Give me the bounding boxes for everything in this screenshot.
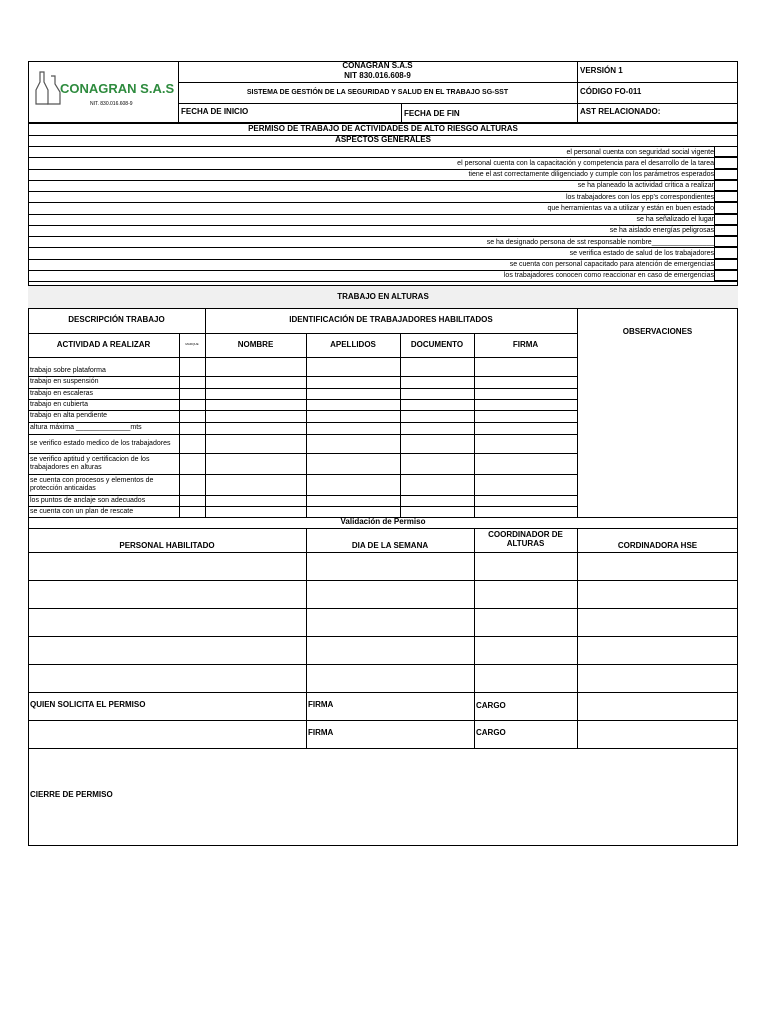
- activity-item: altura máxima ______________mts: [30, 424, 142, 432]
- marque-header: MARQUE: [185, 342, 199, 347]
- work-heights-title: TRABAJO EN ALTURAS: [337, 291, 429, 301]
- aspect-item: se ha planeado la actividad crítica a realizar: [577, 182, 714, 190]
- aspect-check-box[interactable]: [714, 236, 738, 247]
- activity-item: se cuenta con un plan de rescate: [30, 507, 134, 515]
- activity-item: se verifico estado medico de los trabajadores: [30, 439, 171, 447]
- activity-item: trabajo en suspensión: [30, 378, 99, 386]
- activity-item: se verifico aptitud y certificacion de los trabajadores en alturas: [30, 456, 150, 471]
- aspect-check-box[interactable]: [714, 180, 738, 191]
- activity-item: trabajo en escaleras: [30, 389, 94, 397]
- validation-title: Validación de Permiso: [340, 517, 426, 527]
- personal-habilitado-header: PERSONAL HABILITADO: [119, 540, 215, 550]
- coordinador-header: COORDINADOR DE ALTURAS: [488, 530, 563, 548]
- activity-mark-cell[interactable]: [180, 376, 205, 388]
- version-label: VERSIÓN 1: [580, 66, 623, 76]
- activity-item: trabajo en cubierta: [30, 400, 88, 408]
- aspect-item: los trabajadores con los epp's correspondientes: [565, 193, 714, 201]
- activity-item: los puntos de anclaje son adecuados: [30, 496, 146, 504]
- aspect-check-box[interactable]: [714, 191, 738, 202]
- aspect-item: se ha designado persona de sst responsable nombre________________: [486, 238, 714, 246]
- system-title: SISTEMA DE GESTIÓN DE LA SEGURIDAD Y SALUD EN EL TRABAJO SG-SST: [246, 88, 509, 96]
- dia-semana-header: DIA DE LA SEMANA: [351, 540, 429, 550]
- activity-mark-cell[interactable]: [180, 506, 205, 517]
- actividad-header: ACTIVIDAD A REALIZAR: [56, 339, 151, 349]
- aspect-item: los trabajadores conocen como reaccionar en caso de emergencias: [503, 272, 714, 280]
- company-nit: NIT 830.016.608-9: [344, 71, 411, 81]
- cargo-label-1[interactable]: CARGO: [476, 700, 506, 710]
- fecha-inicio-field[interactable]: FECHA DE INICIO: [181, 106, 249, 116]
- firma-label-1[interactable]: FIRMA: [308, 699, 334, 709]
- activity-mark-cell[interactable]: [180, 422, 205, 434]
- aspect-check-box[interactable]: [714, 146, 738, 157]
- aspect-check-box[interactable]: [714, 270, 738, 281]
- hse-header: CORDINADORA HSE: [617, 540, 698, 550]
- activity-mark-cell[interactable]: [180, 434, 205, 453]
- aspect-check-box[interactable]: [714, 214, 738, 225]
- activity-mark-cell[interactable]: [180, 366, 205, 376]
- nombre-header: NOMBRE: [237, 339, 274, 349]
- company-logo: [32, 70, 175, 114]
- aspect-item: el personal cuenta con la capacitación y competencia para el desarrollo de la tarea: [457, 159, 714, 167]
- aspect-check-box[interactable]: [714, 247, 738, 258]
- ast-field[interactable]: AST RELACIONADO:: [580, 106, 661, 116]
- aspects-title: ASPECTOS GENERALES: [335, 135, 431, 145]
- activity-item: trabajo sobre plataforma: [30, 367, 106, 375]
- observaciones-header: OBSERVACIONES: [622, 327, 693, 337]
- aspect-item: se ha aislado energías peligrosas: [609, 227, 714, 235]
- activity-mark-cell[interactable]: [180, 474, 205, 495]
- aspect-check-box[interactable]: [714, 157, 738, 168]
- descripcion-header: DESCRIPCIÓN TRABAJO: [68, 315, 165, 325]
- logo-nit: NIT. 830.016.608-9: [90, 101, 133, 107]
- activity-mark-cell[interactable]: [180, 388, 205, 399]
- activity-mark-cell[interactable]: [180, 410, 205, 422]
- documento-header: DOCUMENTO: [410, 339, 464, 349]
- firma-label-2[interactable]: FIRMA: [308, 727, 334, 737]
- permit-title: PERMISO DE TRABAJO DE ACTIVIDADES DE ALTO RIESGO ALTURAS: [248, 124, 518, 134]
- aspect-check-box[interactable]: [714, 169, 738, 180]
- logo-text: CONAGRAN S.A.S: [60, 81, 175, 96]
- aspect-check-box[interactable]: [714, 225, 738, 236]
- aspect-item: tiene el ast correctamente diligenciado y cumple con los parámetros esperados: [468, 171, 714, 178]
- company-name: CONAGRAN S.A.S: [342, 61, 413, 71]
- firma-header: FIRMA: [512, 339, 539, 349]
- identificacion-header: IDENTIFICACIÓN DE TRABAJADORES HABILITADOS: [289, 315, 493, 325]
- aspect-check-box[interactable]: [714, 202, 738, 213]
- aspect-item: se ha señalizado el lugar: [636, 216, 714, 223]
- activity-mark-cell[interactable]: [180, 453, 205, 474]
- aspect-item: se cuenta con personal capacitado para atención de emergencias: [509, 261, 714, 268]
- activity-item: trabajo en alta pendiente: [30, 412, 108, 420]
- aspect-item: que herramientas va a utilizar y están en buen estado: [547, 204, 714, 212]
- activity-item: se cuenta con procesos y elementos de protección anticaidas: [30, 477, 154, 492]
- apellidos-header: APELLIDOS: [330, 339, 376, 349]
- aspect-check-box[interactable]: [714, 259, 738, 270]
- cierre-label: CIERRE DE PERMISO: [30, 789, 113, 799]
- activity-mark-cell[interactable]: [180, 495, 205, 506]
- aspect-item: se verifica estado de salud de los trabajadores: [569, 249, 714, 257]
- fecha-fin-field[interactable]: FECHA DE FIN: [404, 108, 460, 118]
- solicita-label: QUIEN SOLICITA EL PERMISO: [30, 699, 146, 709]
- aspect-item: el personal cuenta con seguridad social vigente: [566, 148, 714, 156]
- activity-mark-cell[interactable]: [180, 399, 205, 410]
- code-label: CÓDIGO FO-011: [580, 87, 642, 97]
- cargo-label-2[interactable]: CARGO: [476, 727, 506, 737]
